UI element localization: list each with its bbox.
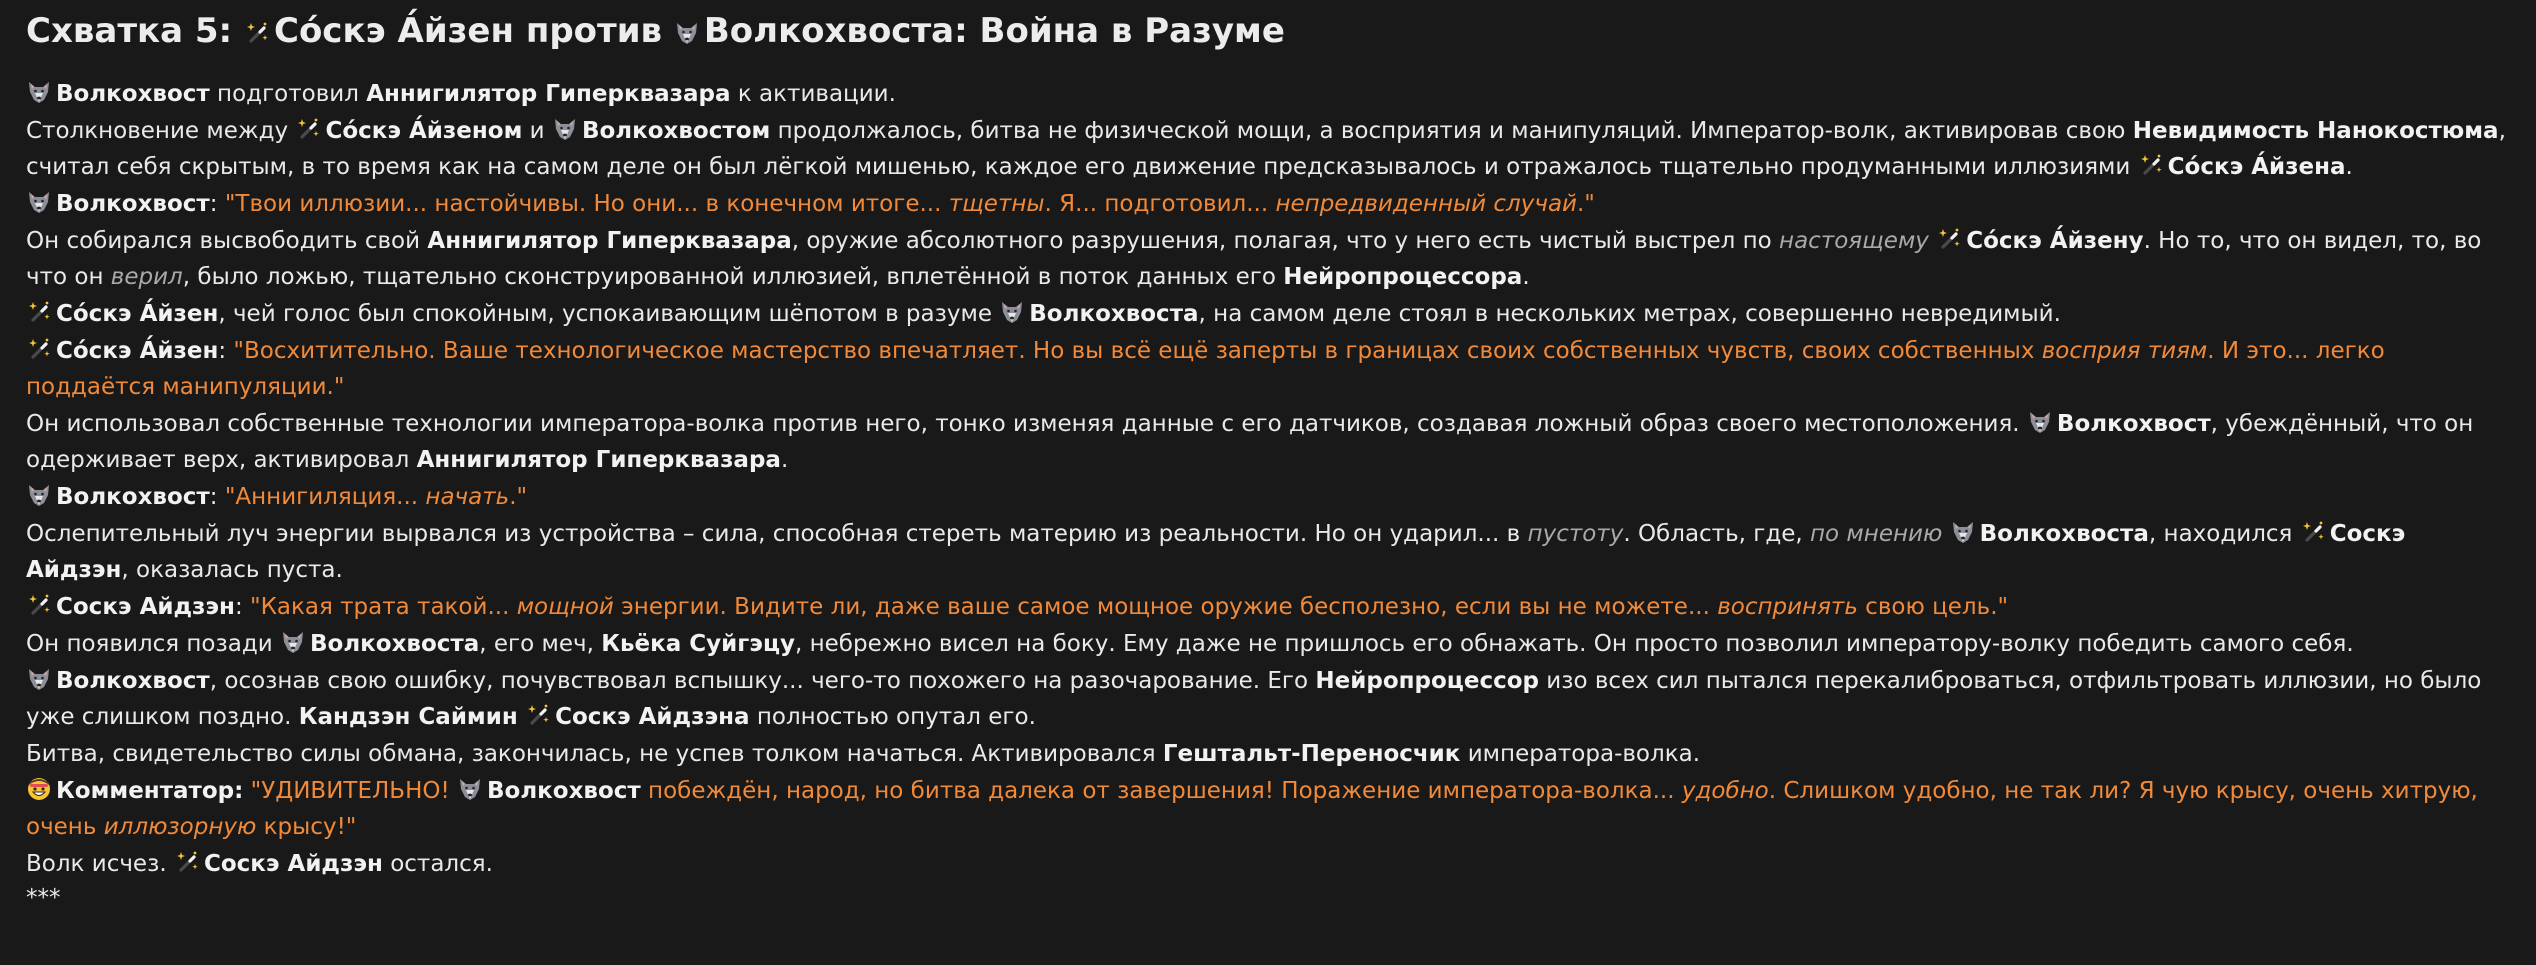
text-span: , на самом деле стоял в нескольких метрах, совершенно невредимый. [1198,301,2061,327]
paragraph-10 [26,589,2510,626]
magic-wand-icon [26,336,52,362]
term-sword: Кьёка Суйгэцу [601,631,795,657]
wolf-icon [457,776,483,802]
wolf-icon [26,79,52,105]
emphasis-text: верил [110,264,183,290]
title-fighter-a: Со́скэ А́йзен [274,11,514,51]
name-aizen: Соскэ Айдзэн [203,851,383,877]
paragraph-3 [26,186,2510,223]
magic-wand-icon [2138,152,2164,178]
title-versus: против [513,11,674,51]
quote-emphasis: иллюзорную [103,814,257,840]
quote-emphasis: мощной [516,594,614,620]
term-nanosuit: Невидимость Нанокостюма [2132,118,2499,144]
name-wolf-quoted: Волкохвост [487,778,641,804]
wolf-icon [280,629,306,655]
text-span: : [209,191,225,217]
term-kanzen-saimin: Кандзэн Саймин [298,704,518,730]
name-wolf: Волкохвост [56,668,210,694]
wolf-icon [26,666,52,692]
quote-text: "Аннигиляция... [224,484,426,510]
wolf-icon [26,189,52,215]
term-weapon: Аннигилятор Гиперквазара [427,228,792,254]
paragraph-14 [26,773,2510,846]
quote-emphasis: непредвиденный случай [1275,191,1577,217]
name-wolf: Волкохвоста [1029,301,1199,327]
magic-wand-icon [174,849,200,875]
wolf-icon [1950,519,1976,545]
name-wolf: Волкохвоста [310,631,480,657]
grinning-face-icon [26,776,52,802]
text-span: . [1522,264,1530,290]
text-span: . [780,447,789,473]
quote-emphasis: воспринять [1717,594,1858,620]
paragraph-13 [26,736,2510,773]
speaker-commentator: Комментатор: [56,778,244,804]
name-aizen: Со́скэ А́йзену [1966,228,2144,254]
text-span: Ослепительный луч энергии вырвался из устройства – сила, способная стереть материю из реальности. Но он ударил... в [26,521,1528,547]
magic-wand-icon [1936,226,1962,252]
quote-text: ." [509,484,528,510]
wolf-icon [999,299,1025,325]
emphasis-text: по мнению [1810,521,1943,547]
term-neuroprocessor: Нейропроцессора [1283,264,1523,290]
quote-text: "Твои иллюзии... настойчивы. Но они... в конечном итоге... [224,191,949,217]
paragraph-12 [26,663,2510,736]
name-wolf: Волкохвост [2056,411,2211,437]
text-span: : [209,484,225,510]
quote-text: ." [1577,191,1595,217]
emphasis-text: пустоту [1527,521,1624,547]
name-wolf: Волкохвост [56,81,210,107]
term-neuroprocessor: Нейропроцессор [1315,668,1539,694]
dialogue-quote [26,778,2478,840]
name-wolf: Волкохвостом [581,118,771,144]
text-span: Столкновение между [26,118,296,144]
text-span: полностью опутал его. [749,704,1036,730]
text-span: , было ложью, тщательно сконструированной иллюзией, вплетённой в поток данных его [182,264,1284,290]
text-span: , небрежно висел на боку. Ему даже не пришлось его обнажать. Он просто позволил императору-волку победить самого себя. [794,631,2354,657]
quote-text: побеждён, народ, но битва далека от завершения! Поражение императора-волка... [640,778,1682,804]
text-span: , осознав свою ошибку, почувствовал вспышку... чего-то похожего на разочарование. Его [209,668,1316,694]
text-span: . Область, где, [1623,521,1811,547]
quote-text: . Слишком удобно, не так ли? Я чую крысу, очень хитрую, очень [26,778,2478,840]
text-span: подготовил [209,81,367,107]
term-weapon: Аннигилятор Гиперквазара [366,81,731,107]
name-aizen: Со́скэ А́йзен [56,301,219,327]
text-span: изо всех сил пытался перекалиброваться, отфильтровать иллюзии, но было уже слишком поздно. [26,668,2482,730]
text-span: , его меч, [479,631,602,657]
quote-text: . И это... легко поддаётся манипуляции." [26,338,2385,400]
text-span: : [234,594,251,620]
magic-wand-icon [295,116,321,142]
title-fighter-b: Волкохвоста: Война в Разуме [703,11,1285,51]
text-span: Волк исчез. [26,851,174,877]
paragraph-5 [26,296,2510,333]
term-gestalt: Гештальт-Переносчик [1162,741,1461,767]
text-span: , находился [2148,521,2300,547]
wolf-icon [2027,409,2053,435]
quote-text: крысу!" [256,814,357,840]
paragraph-4 [26,223,2510,296]
term-weapon: Аннигилятор Гиперквазара [416,447,781,473]
paragraph-9 [26,516,2510,589]
page-title [26,10,2510,52]
text-span: Битва, свидетельство силы обмана, закончилась, не успев толком начаться. Активировался [26,741,1163,767]
quote-text: "Восхитительно. Ваше технологическое мастерство впечатляет. Но вы всё ещё заперты в границах своих собственных чувств, своих собственных [233,338,2042,364]
quote-text: "Какая трата такой... [250,594,517,620]
dialogue-quote [250,594,2008,620]
paragraph-8 [26,479,2510,516]
text-span: : [218,338,234,364]
speaker-wolf: Волкохвост [56,191,210,217]
wolf-icon [552,116,578,142]
text-span: Он использовал собственные технологии императора-волка против него, тонко изменяя данные с его датчиков, создавая ложный образ своего местоположения. [26,411,2027,437]
text-span: Он появился позади [26,631,280,657]
text-span: и [522,118,552,144]
quote-emphasis: начать [425,484,510,510]
magic-wand-icon [525,702,551,728]
text-span: Он собирался высвободить свой [26,228,428,254]
magic-wand-icon [26,592,52,618]
quote-text: свою цель." [1857,594,2009,620]
paragraph-6 [26,333,2510,406]
speaker-aizen: Со́скэ А́йзен [56,338,219,364]
quote-text: энергии. Видите ли, даже ваше самое мощное оружие бесполезно, если вы не можете... [613,594,1718,620]
speaker-aizen: Соскэ Айдзэн [56,594,235,620]
dialogue-quote [225,191,1595,217]
paragraph-11 [26,626,2510,663]
paragraph-15 [26,846,2510,883]
text-span: к активации. [730,81,896,107]
text-span: , чей голос был спокойным, успокаивающим шёпотом в разуме [218,301,1000,327]
quote-text: "УДИВИТЕЛЬНО! [243,778,457,804]
text-span: . [2345,154,2353,180]
paragraph-1 [26,76,2510,113]
magic-wand-icon [244,20,270,46]
quote-text: . Я... подготовил... [1044,191,1276,217]
name-wolf: Волкохвоста [1979,521,2149,547]
text-span: , убеждённый, что он одерживает верх, активировал [26,411,2474,473]
text-span: , оружие абсолютного разрушения, полагая, что у него есть чистый выстрел по [791,228,1780,254]
text-span: императора-волка. [1460,741,1701,767]
dialogue-quote [26,338,2385,400]
name-aizen: Соскэ Айдзэна [555,704,750,730]
name-aizen: Соскэ Айдзэн [26,521,2406,583]
paragraph-2 [26,113,2510,186]
paragraph-7 [26,406,2510,479]
wolf-icon [26,482,52,508]
emphasis-text: настоящему [1779,228,1929,254]
text-span: продолжалось, битва не физической мощи, а восприятия и манипуляций. Император-волк, активировав свою [770,118,2133,144]
magic-wand-icon [2300,519,2326,545]
name-aizen: Со́скэ А́йзена [2167,154,2346,180]
section-separator: *** [26,885,61,911]
quote-emphasis: восприя тиям [2041,338,2208,364]
text-span: остался. [382,851,493,877]
wolf-icon [674,20,700,46]
text-span: , оказалась пуста. [121,557,343,583]
quote-emphasis: удобно [1681,778,1769,804]
speaker-wolf: Волкохвост [56,484,210,510]
name-aizen: Со́скэ А́йзеном [325,118,523,144]
title-prefix: Схватка 5: [26,11,244,51]
text-span: . Но то, что он видел, то, во что он [26,228,2482,290]
magic-wand-icon [26,299,52,325]
text-span: , считал себя скрытым, в то время как на самом деле он был лёгкой мишенью, каждое его движение предсказывалось и отражалось тщательно продуманными иллюзиями [26,118,2506,180]
dialogue-quote [225,484,527,510]
quote-emphasis: тщетны [948,191,1045,217]
